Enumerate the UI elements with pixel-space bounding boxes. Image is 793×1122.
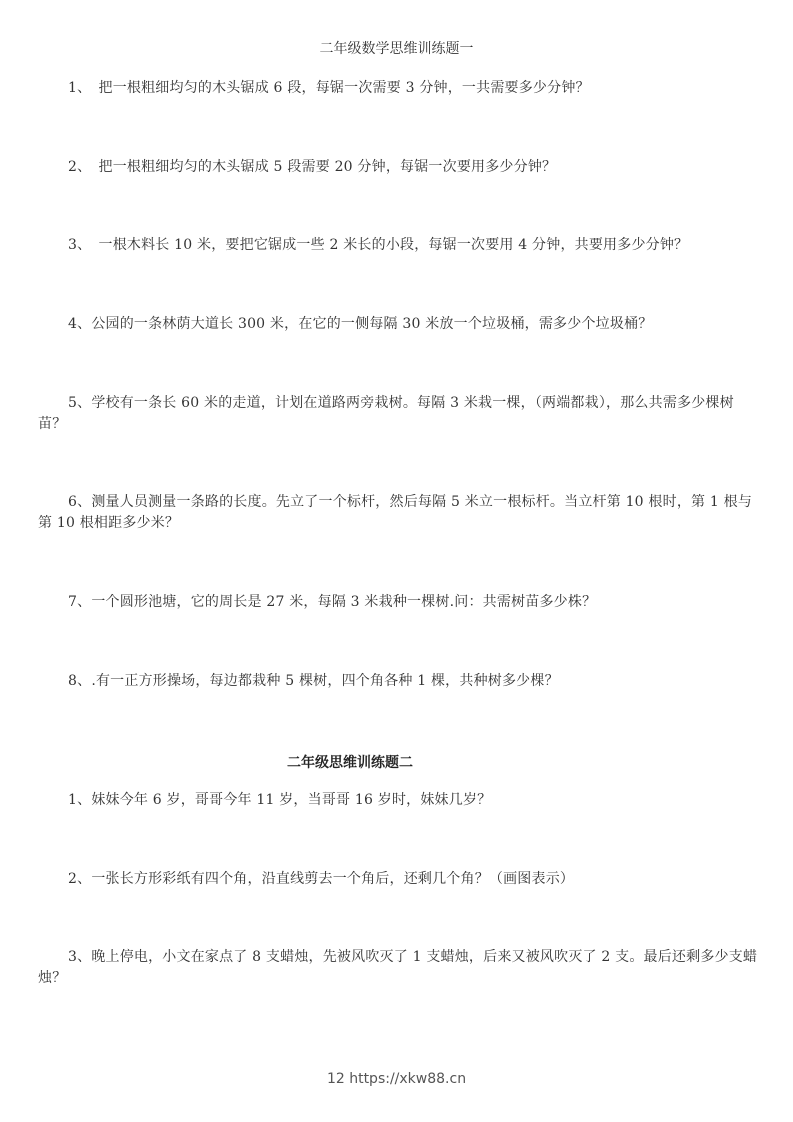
question-number: 3、 bbox=[68, 237, 85, 253]
question-number: 6、 bbox=[68, 494, 92, 510]
question-6 bbox=[38, 492, 758, 534]
question-number: 5、 bbox=[68, 395, 92, 411]
page-footer: 12 https://xkw88.cn bbox=[326, 1071, 467, 1087]
question-text: 公园的一条林荫大道长 300 米，在它的一侧每隔 30 米放一个垃圾桶，需多少个垃圾桶？ bbox=[91, 316, 653, 332]
question-text: 测量人员测量一条路的长度。先立了一个标杆，然后每隔 5 米立一根标杆。当立杆第 10 根时，第 1 根与第 10 根相距多少米？ bbox=[38, 494, 753, 531]
question-number: 2、 bbox=[68, 871, 92, 887]
section1-title: 二年级数学思维训练题一 bbox=[319, 41, 474, 57]
question-number: 3、 bbox=[68, 949, 92, 965]
question-text: 一根木料长 10 米，要把它锯成一些 2 米长的小段，每锯一次要用 4 分钟，共要用多少分钟？ bbox=[84, 237, 689, 253]
section2-title: 二年级思维训练题二 bbox=[287, 755, 413, 771]
question-3 bbox=[38, 235, 758, 256]
question-text: 把一根粗细均匀的木头锯成 6 段，每锯一次需要 3 分钟，一共需要多少分钟？ bbox=[84, 80, 590, 96]
question-4 bbox=[38, 314, 758, 335]
question-text: 一个圆形池塘，它的周长是 27 米，每隔 3 米栽种一棵树.问：共需树苗多少株？ bbox=[91, 594, 597, 610]
question-text: 晚上停电，小文在家点了 8 支蜡烛，先被风吹灭了 1 支蜡烛，后来又被风吹灭了 2 支。最后还剩多少支蜡烛？ bbox=[38, 949, 758, 986]
question-1 bbox=[38, 78, 758, 99]
question-2 bbox=[38, 157, 758, 178]
question-2-3 bbox=[38, 947, 758, 989]
question-number: 8、 bbox=[68, 673, 92, 689]
question-text: 把一根粗细均匀的木头锯成 5 段需要 20 分钟，每锯一次要用多少分钟？ bbox=[84, 159, 557, 175]
question-text: 学校有一条长 60 米的走道，计划在道路两旁栽树。每隔 3 米栽一棵，（两端都栽），那么共需多少棵树苗？ bbox=[38, 395, 734, 432]
question-8 bbox=[38, 671, 758, 692]
question-text: 妹妹今年 6 岁，哥哥今年 11 岁，当哥哥 16 岁时，妹妹几岁？ bbox=[91, 792, 492, 808]
question-number: 1、 bbox=[68, 80, 85, 96]
question-number: 2、 bbox=[68, 159, 85, 175]
question-2-1 bbox=[38, 790, 758, 811]
question-2-2 bbox=[38, 869, 758, 890]
question-text: 一张长方形彩纸有四个角，沿直线剪去一个角后，还剩几个角？（画图表示） bbox=[91, 871, 575, 887]
question-number: 7、 bbox=[68, 594, 92, 610]
question-number: 4、 bbox=[68, 316, 92, 332]
question-7 bbox=[38, 592, 758, 613]
question-text: .有一正方形操场，每边都栽种 5 棵树，四个角各种 1 棵，共种树多少棵？ bbox=[91, 673, 559, 689]
question-number: 1、 bbox=[68, 792, 92, 808]
question-5 bbox=[38, 393, 758, 435]
